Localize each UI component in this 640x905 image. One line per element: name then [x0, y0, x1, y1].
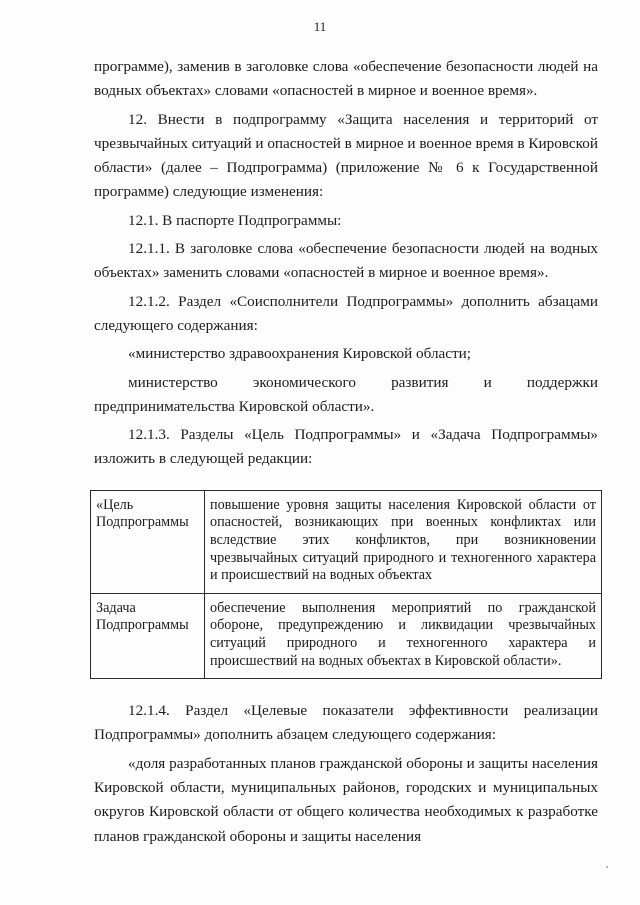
page-number: 11	[313, 19, 327, 34]
table-cell-label: «Цель Подпрограммы	[91, 490, 205, 593]
paragraph-continuation: программе), заменив в заголовке слова «обеспечение безопасности людей на водных объектах» словами «опасностей в мирное и военное время».	[94, 58, 598, 100]
paragraph-item-12-1-1: 12.1.1. В заголовке слова «обеспечение безопасности людей на водных объектах» заменить словами «опасностей в мирное и военное время».	[94, 240, 598, 282]
paragraph-item-12-1-4: 12.1.4. Раздел «Целевые показатели эффективности реализации Подпрограммы» дополнить абзацем следующего содержания:	[94, 702, 598, 744]
scan-speck	[606, 866, 608, 868]
quoted-line-ministry-economy: министерство экономического развития и поддержки	[128, 373, 598, 391]
subprogram-goal-task-table	[90, 490, 602, 679]
table-row	[91, 593, 602, 678]
quoted-line-ministry-economy-end: предпринимательства Кировской области».	[94, 397, 375, 415]
table-row	[91, 490, 602, 593]
table-cell-label: Задача Подпрограммы	[91, 593, 205, 678]
quoted-line-ministry-health: «министерство здравоохранения Кировской области;	[128, 345, 472, 363]
table-cell-value: повышение уровня защиты населения Кировской области от опасностей, возникающих при военных конфликтах или вследствие этих конфликтов, при возникновении чрезвычайных ситуаций природного и техногенного характера и происшествий на водных объектах	[205, 490, 602, 593]
paragraph-item-12-1-2: 12.1.2. Раздел «Соисполнители Подпрограммы» дополнить абзацами следующего содержания:	[94, 292, 598, 334]
table-cell-value: обеспечение выполнения мероприятий по гражданской обороне, предупреждению и ликвидации чрезвычайных ситуаций природного и техногенного характера и происшествий на водных объектах в Кировской области».	[205, 593, 602, 678]
quoted-paragraph-share-of-plans: «доля разработанных планов гражданской обороны и защиты населения Кировской области, муниципальных районов, городских и муниципальных округов Кировской области от общего количества необходимых к разработке планов гражданской обороны и защиты населения	[94, 754, 598, 845]
paragraph-item-12: 12. Внести в подпрограмму «Защита населения и территорий от чрезвычайных ситуаций и опасностей в мирное и военное время в Кировской области» (далее – Подпрограмма) (приложение № 6 к Государственной программе) следующие изменения:	[94, 110, 598, 201]
paragraph-item-12-1: 12.1. В паспорте Подпрограммы:	[128, 211, 342, 229]
document-body	[94, 55, 598, 849]
paragraph-item-12-1-3: 12.1.3. Разделы «Цель Подпрограммы» и «Задача Подпрограммы» изложить в следующей редакции:	[94, 426, 598, 468]
